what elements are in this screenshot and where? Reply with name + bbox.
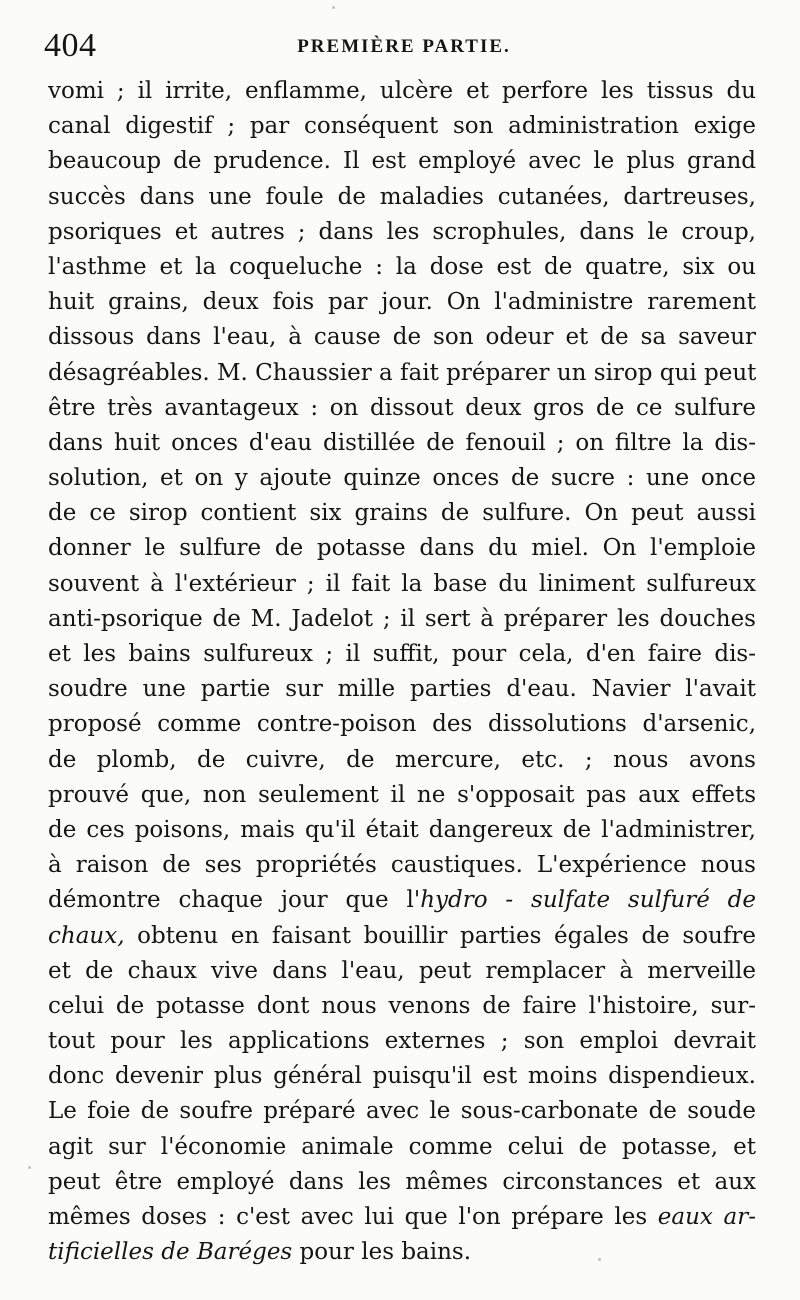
paper-speck	[332, 6, 335, 9]
text-line: solution, et on y ajoute quinze onces de sucre : une once	[48, 465, 756, 492]
text-line: donc devenir plus général puisqu'il est moins dispendieux.	[48, 1063, 756, 1090]
italic-text-span: tificielles de Baréges	[48, 1239, 293, 1266]
text-line: donner le sulfure de potasse dans du miel. On l'emploie	[48, 535, 756, 562]
text-line: à raison de ses propriétés caustiques. L'expérience nous	[48, 852, 756, 879]
text-line: souvent à l'extérieur ; il fait la base du liniment sulfureux	[48, 570, 756, 597]
text-line: et les bains sulfureux ; il suffit, pour cela, d'en faire dis-	[48, 641, 756, 667]
text-line: de plomb, de cuivre, de mercure, etc. ; nous avons	[48, 746, 756, 773]
paper-speck	[28, 1166, 31, 1169]
text-line: agit sur l'économie animale comme celui de potasse, et	[48, 1133, 756, 1160]
text-line: anti-psorique de M. Jadelot ; il sert à préparer les douches	[48, 605, 756, 632]
text-line: tout pour les applications externes ; son emploi devrait	[48, 1028, 756, 1055]
italic-text-span: chaux,	[48, 922, 125, 949]
paper-speck	[598, 1258, 601, 1261]
text-line	[48, 1200, 756, 1235]
text-line	[48, 919, 756, 954]
text-span: mêmes doses : c'est avec lui que l'on prépare les	[48, 1204, 658, 1230]
text-line: soudre une partie sur mille parties d'eau. Navier l'avait	[48, 676, 756, 703]
text-line: vomi ; il irrite, enflamme, ulcère et perfore les tissus du	[48, 78, 756, 104]
text-line: peut être employé dans les mêmes circonstances et aux	[48, 1168, 756, 1195]
text-line: prouvé que, non seulement il ne s'opposait pas aux effets	[48, 781, 756, 808]
text-line: de ce sirop contient six grains de sulfure. On peut aussi	[48, 500, 756, 527]
text-line: proposé comme contre-poison des dissolutions d'arsenic,	[48, 711, 756, 738]
text-line: canal digestif ; par conséquent son administration exige	[48, 113, 756, 140]
running-head: PREMIÈRE PARTIE.	[297, 36, 511, 57]
text-line: beaucoup de prudence. Il est employé avec le plus grand	[48, 148, 756, 175]
text-line: être très avantageux : on dissout deux gros de ce sulfure	[48, 394, 756, 421]
text-span: pour les bains.	[292, 1239, 472, 1266]
text-line: Le foie de soufre préparé avec le sous-carbonate de soude	[48, 1098, 756, 1125]
text-line: l'asthme et la coqueluche : la dose est de quatre, six ou	[48, 253, 756, 280]
italic-text-span: eaux ar-	[657, 1204, 756, 1230]
text-line: celui de potasse dont nous venons de faire l'histoire, sur-	[48, 992, 756, 1019]
text-line: désagréables. M. Chaussier a fait préparer un sirop qui peut	[48, 359, 756, 386]
text-line: de ces poisons, mais qu'il était dangereux de l'administrer,	[48, 816, 756, 843]
text-line: dissous dans l'eau, à cause de son odeur et de sa saveur	[48, 324, 756, 351]
text-span: obtenu en faisant bouillir parties égales de soufre	[124, 922, 756, 949]
page-header	[44, 24, 764, 68]
page-number: 404	[44, 27, 97, 64]
body-text	[48, 74, 756, 1270]
text-line: psoriques et autres ; dans les scrophules, dans le croup,	[48, 218, 756, 245]
italic-text-span: hydro - sulfate sulfuré de	[420, 887, 756, 914]
text-line	[48, 1235, 756, 1270]
text-line	[48, 883, 756, 918]
text-line: huit grains, deux fois par jour. On l'administre rarement	[48, 289, 756, 316]
text-line: et de chaux vive dans l'eau, peut remplacer à merveille	[48, 957, 756, 984]
text-span: démontre chaque jour que l'	[48, 887, 421, 914]
text-line: dans huit onces d'eau distillée de fenouil ; on filtre la dis-	[48, 429, 756, 456]
text-line: succès dans une foule de maladies cutanées, dartreuses,	[48, 183, 756, 210]
